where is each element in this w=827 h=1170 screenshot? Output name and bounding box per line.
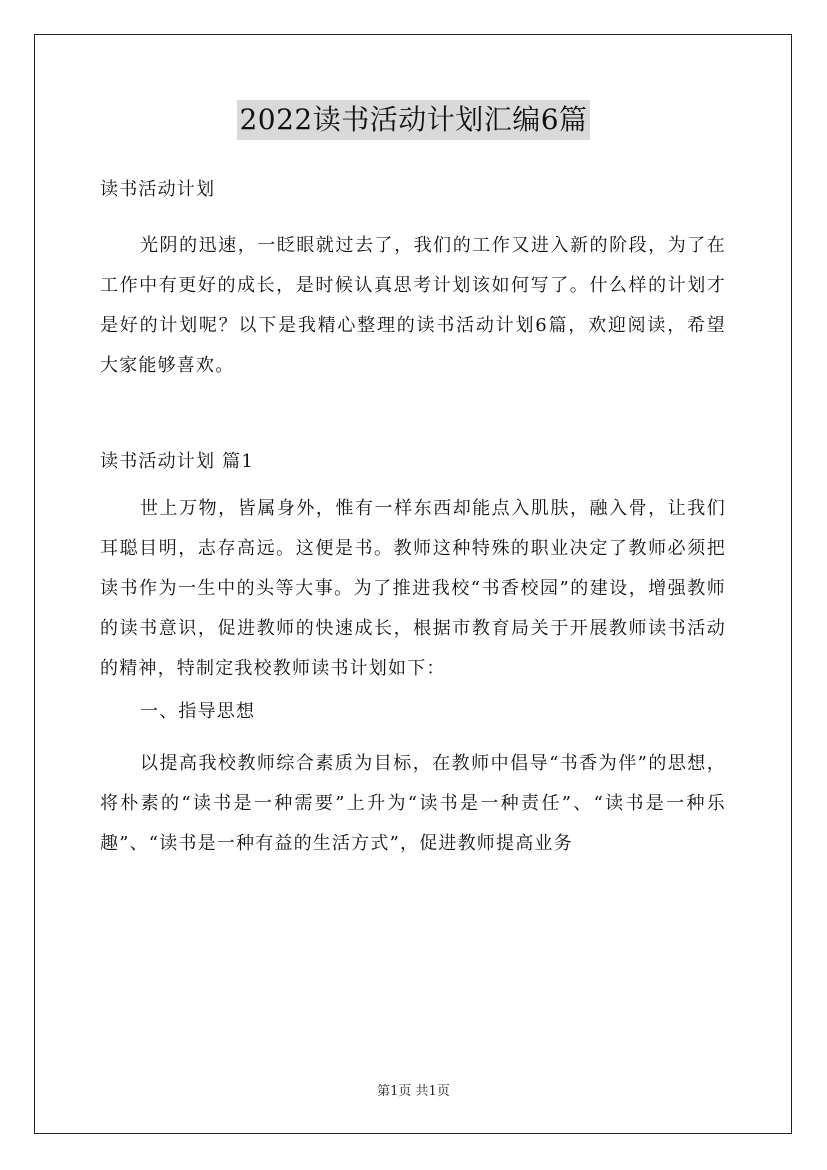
document-body — [100, 170, 726, 864]
section1-paragraph: 世上万物，皆属身外，惟有一样东西却能点入肌肤，融入骨，让我们耳聪目明，志存高远。这便是书。教师这种特殊的职业决定了教师必须把读书作为一生中的头等大事。为了推进我校“书香校园”的建设，增强教师的读书意识，促进教师的快速成长，根据市教育局关于开展教师读书活动的精神，特制定我校教师读书计划如下： — [100, 498, 726, 679]
guiding-paragraph: 以提高我校教师综合素质为目标，在教师中倡导“书香为伴”的思想，将朴素的“读书是一种需要”上升为“读书是一种责任”、“读书是一种乐趣”、“读书是一种有益的生活方式”，促进教师提高业务 — [100, 753, 726, 854]
intro-heading: 读书活动计划 — [100, 179, 216, 200]
section1-heading: 读书活动计划 篇1 — [100, 451, 254, 472]
guiding-subheading: 一、指导思想 — [140, 701, 256, 722]
page-footer: 第1页 共1页 — [377, 1084, 450, 1099]
section-spacer — [100, 386, 726, 426]
title-container — [0, 100, 827, 140]
intro-paragraph: 光阴的迅速，一眨眼就过去了，我们的工作又进入新的阶段，为了在工作中有更好的成长，是时候认真思考计划该如何写了。什么样的计划才是好的计划呢？以下是我精心整理的读书活动计划6篇，欢迎阅读，希望大家能够喜欢。 — [100, 235, 726, 376]
document-title: 2022读书活动计划汇编6篇 — [237, 100, 589, 140]
